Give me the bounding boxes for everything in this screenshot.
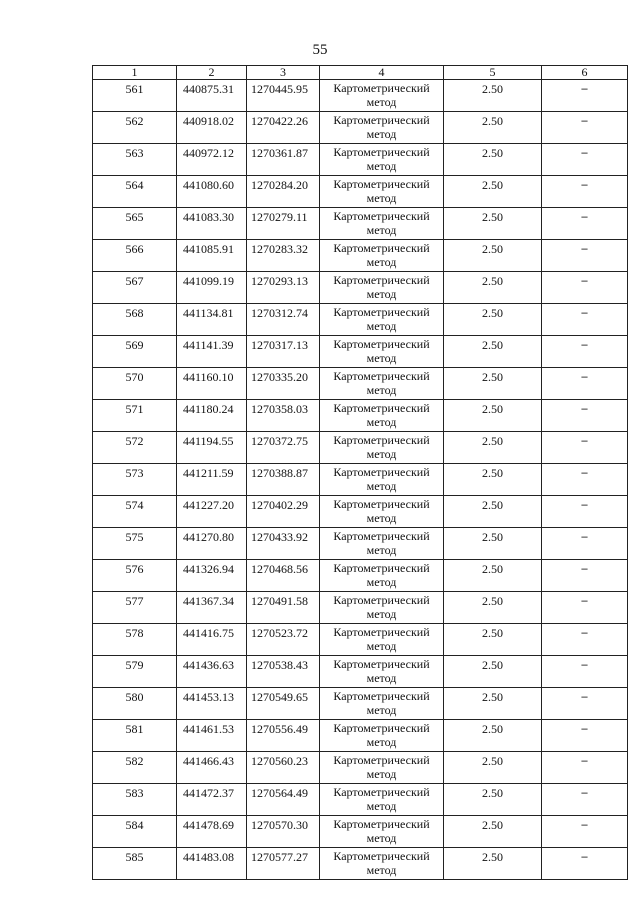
y-coordinate-cell: 1270422.26 [247,112,320,144]
coordinates-table [92,65,628,880]
note-cell: – [542,368,628,400]
note-cell: – [542,528,628,560]
method-line-2: метод [366,159,397,173]
method-line-2: метод [366,799,397,813]
accuracy-cell: 2.50 [444,432,542,464]
table-row [93,240,628,272]
method-line-1: Картометрический [333,529,430,543]
x-coordinate-cell: 441227.20 [177,496,247,528]
x-coordinate-cell: 441160.10 [177,368,247,400]
y-coordinate-cell: 1270372.75 [247,432,320,464]
method-line-2: метод [366,703,397,717]
method-line-2: метод [366,671,397,685]
accuracy-cell: 2.50 [444,368,542,400]
method-cell [320,240,444,272]
y-coordinate-cell: 1270564.49 [247,784,320,816]
method-line-1: Картометрический [333,209,430,223]
table-row [93,304,628,336]
table-row [93,368,628,400]
accuracy-cell: 2.50 [444,592,542,624]
table-row [93,656,628,688]
method-cell [320,528,444,560]
x-coordinate-cell: 441416.75 [177,624,247,656]
method-cell [320,816,444,848]
method-line-1: Картометрический [333,113,430,127]
accuracy-cell: 2.50 [444,624,542,656]
method-line-1: Картометрический [333,721,430,735]
point-number-cell: 579 [93,656,177,688]
header-col-3: 3 [247,66,320,80]
note-cell: – [542,240,628,272]
method-line-1: Картометрический [333,753,430,767]
note-cell: – [542,752,628,784]
y-coordinate-cell: 1270361.87 [247,144,320,176]
point-number-cell: 584 [93,816,177,848]
table-row [93,464,628,496]
point-number-cell: 585 [93,848,177,880]
point-number-cell: 577 [93,592,177,624]
page-number: 55 [312,42,328,58]
accuracy-cell: 2.50 [444,272,542,304]
x-coordinate-cell: 440875.31 [177,80,247,112]
point-number-cell: 566 [93,240,177,272]
method-line-2: метод [366,255,397,269]
accuracy-cell: 2.50 [444,80,542,112]
point-number-cell: 578 [93,624,177,656]
y-coordinate-cell: 1270570.30 [247,816,320,848]
method-cell [320,272,444,304]
note-cell: – [542,336,628,368]
y-coordinate-cell: 1270293.13 [247,272,320,304]
method-line-1: Картометрический [333,625,430,639]
method-line-2: метод [366,543,397,557]
method-line-1: Картометрический [333,465,430,479]
x-coordinate-cell: 440972.12 [177,144,247,176]
method-line-2: метод [366,383,397,397]
table-row [93,560,628,592]
y-coordinate-cell: 1270538.43 [247,656,320,688]
note-cell: – [542,720,628,752]
method-line-1: Картометрический [333,689,430,703]
method-line-1: Картометрический [333,593,430,607]
point-number-cell: 575 [93,528,177,560]
note-cell: – [542,176,628,208]
accuracy-cell: 2.50 [444,208,542,240]
x-coordinate-cell: 441211.59 [177,464,247,496]
method-line-1: Картометрический [333,145,430,159]
y-coordinate-cell: 1270549.65 [247,688,320,720]
method-cell [320,176,444,208]
accuracy-cell: 2.50 [444,720,542,752]
method-line-2: метод [366,607,397,621]
table-row [93,432,628,464]
method-line-2: метод [366,767,397,781]
table-row [93,208,628,240]
note-cell: – [542,304,628,336]
method-cell [320,496,444,528]
note-cell: – [542,816,628,848]
method-line-2: метод [366,351,397,365]
method-line-1: Картометрический [333,369,430,383]
point-number-cell: 572 [93,432,177,464]
method-cell [320,848,444,880]
method-line-2: метод [366,479,397,493]
method-line-1: Картометрический [333,305,430,319]
method-cell [320,144,444,176]
method-cell [320,208,444,240]
method-cell [320,112,444,144]
x-coordinate-cell: 441326.94 [177,560,247,592]
point-number-cell: 571 [93,400,177,432]
y-coordinate-cell: 1270279.11 [247,208,320,240]
header-col-1: 1 [93,66,177,80]
y-coordinate-cell: 1270358.03 [247,400,320,432]
point-number-cell: 561 [93,80,177,112]
accuracy-cell: 2.50 [444,176,542,208]
y-coordinate-cell: 1270445.95 [247,80,320,112]
method-line-1: Картометрический [333,561,430,575]
y-coordinate-cell: 1270556.49 [247,720,320,752]
method-cell [320,336,444,368]
table-row [93,592,628,624]
x-coordinate-cell: 441134.81 [177,304,247,336]
note-cell: – [542,80,628,112]
point-number-cell: 582 [93,752,177,784]
accuracy-cell: 2.50 [444,464,542,496]
note-cell: – [542,656,628,688]
method-line-1: Картометрический [333,849,430,863]
method-cell [320,784,444,816]
table-row [93,688,628,720]
accuracy-cell: 2.50 [444,688,542,720]
table-row [93,400,628,432]
table-row [93,272,628,304]
y-coordinate-cell: 1270317.13 [247,336,320,368]
x-coordinate-cell: 441080.60 [177,176,247,208]
x-coordinate-cell: 440918.02 [177,112,247,144]
note-cell: – [542,688,628,720]
note-cell: – [542,848,628,880]
y-coordinate-cell: 1270283.32 [247,240,320,272]
point-number-cell: 563 [93,144,177,176]
method-line-2: метод [366,191,397,205]
point-number-cell: 581 [93,720,177,752]
table-row [93,720,628,752]
point-number-cell: 565 [93,208,177,240]
method-line-2: метод [366,511,397,525]
accuracy-cell: 2.50 [444,528,542,560]
method-line-2: метод [366,735,397,749]
accuracy-cell: 2.50 [444,240,542,272]
accuracy-cell: 2.50 [444,400,542,432]
x-coordinate-cell: 441083.30 [177,208,247,240]
accuracy-cell: 2.50 [444,784,542,816]
method-line-2: метод [366,223,397,237]
accuracy-cell: 2.50 [444,496,542,528]
note-cell: – [542,272,628,304]
table-row [93,784,628,816]
method-cell [320,592,444,624]
point-number-cell: 574 [93,496,177,528]
note-cell: – [542,624,628,656]
table-row [93,848,628,880]
note-cell: – [542,112,628,144]
method-line-1: Картометрический [333,433,430,447]
accuracy-cell: 2.50 [444,336,542,368]
y-coordinate-cell: 1270468.56 [247,560,320,592]
method-line-2: метод [366,639,397,653]
accuracy-cell: 2.50 [444,304,542,336]
method-line-2: метод [366,95,397,109]
method-line-1: Картометрический [333,401,430,415]
method-line-2: метод [366,831,397,845]
x-coordinate-cell: 441472.37 [177,784,247,816]
note-cell: – [542,464,628,496]
table-row [93,80,628,112]
point-number-cell: 567 [93,272,177,304]
method-line-2: метод [366,447,397,461]
x-coordinate-cell: 441194.55 [177,432,247,464]
header-col-5: 5 [444,66,542,80]
y-coordinate-cell: 1270560.23 [247,752,320,784]
method-line-1: Картометрический [333,817,430,831]
note-cell: – [542,144,628,176]
x-coordinate-cell: 441367.34 [177,592,247,624]
method-cell [320,752,444,784]
point-number-cell: 564 [93,176,177,208]
note-cell: – [542,784,628,816]
method-cell [320,624,444,656]
table-header-row [93,66,628,80]
table-row [93,528,628,560]
note-cell: – [542,208,628,240]
method-line-1: Картометрический [333,337,430,351]
note-cell: – [542,496,628,528]
x-coordinate-cell: 441466.43 [177,752,247,784]
x-coordinate-cell: 441453.13 [177,688,247,720]
point-number-cell: 580 [93,688,177,720]
table-row [93,336,628,368]
y-coordinate-cell: 1270284.20 [247,176,320,208]
method-cell [320,304,444,336]
method-line-2: метод [366,127,397,141]
method-line-1: Картометрический [333,497,430,511]
accuracy-cell: 2.50 [444,560,542,592]
header-col-4: 4 [320,66,444,80]
method-line-1: Картометрический [333,785,430,799]
method-line-2: метод [366,319,397,333]
accuracy-cell: 2.50 [444,144,542,176]
method-cell [320,560,444,592]
table-row [93,112,628,144]
accuracy-cell: 2.50 [444,848,542,880]
method-line-1: Картометрический [333,81,430,95]
accuracy-cell: 2.50 [444,752,542,784]
point-number-cell: 568 [93,304,177,336]
point-number-cell: 570 [93,368,177,400]
note-cell: – [542,592,628,624]
method-cell [320,80,444,112]
table-row [93,176,628,208]
method-line-2: метод [366,415,397,429]
x-coordinate-cell: 441085.91 [177,240,247,272]
method-cell [320,464,444,496]
x-coordinate-cell: 441436.63 [177,656,247,688]
x-coordinate-cell: 441483.08 [177,848,247,880]
x-coordinate-cell: 441461.53 [177,720,247,752]
y-coordinate-cell: 1270335.20 [247,368,320,400]
table-body [93,80,628,880]
method-cell [320,656,444,688]
y-coordinate-cell: 1270491.58 [247,592,320,624]
note-cell: – [542,400,628,432]
header-col-6: 6 [542,66,628,80]
x-coordinate-cell: 441099.19 [177,272,247,304]
x-coordinate-cell: 441141.39 [177,336,247,368]
point-number-cell: 576 [93,560,177,592]
method-cell [320,400,444,432]
method-line-2: метод [366,287,397,301]
y-coordinate-cell: 1270577.27 [247,848,320,880]
point-number-cell: 562 [93,112,177,144]
y-coordinate-cell: 1270388.87 [247,464,320,496]
method-line-2: метод [366,575,397,589]
x-coordinate-cell: 441180.24 [177,400,247,432]
x-coordinate-cell: 441478.69 [177,816,247,848]
method-line-2: метод [366,863,397,877]
y-coordinate-cell: 1270402.29 [247,496,320,528]
method-cell [320,720,444,752]
x-coordinate-cell: 441270.80 [177,528,247,560]
accuracy-cell: 2.50 [444,816,542,848]
table-row [93,144,628,176]
point-number-cell: 573 [93,464,177,496]
table-row [93,816,628,848]
table-row [93,496,628,528]
note-cell: – [542,432,628,464]
method-line-1: Картометрический [333,657,430,671]
y-coordinate-cell: 1270433.92 [247,528,320,560]
method-line-1: Картометрический [333,177,430,191]
method-line-1: Картометрический [333,273,430,287]
method-cell [320,432,444,464]
method-cell [320,688,444,720]
accuracy-cell: 2.50 [444,656,542,688]
table-row [93,752,628,784]
header-col-2: 2 [177,66,247,80]
method-cell [320,368,444,400]
note-cell: – [542,560,628,592]
method-line-1: Картометрический [333,241,430,255]
table-row [93,624,628,656]
y-coordinate-cell: 1270312.74 [247,304,320,336]
y-coordinate-cell: 1270523.72 [247,624,320,656]
point-number-cell: 583 [93,784,177,816]
accuracy-cell: 2.50 [444,112,542,144]
point-number-cell: 569 [93,336,177,368]
